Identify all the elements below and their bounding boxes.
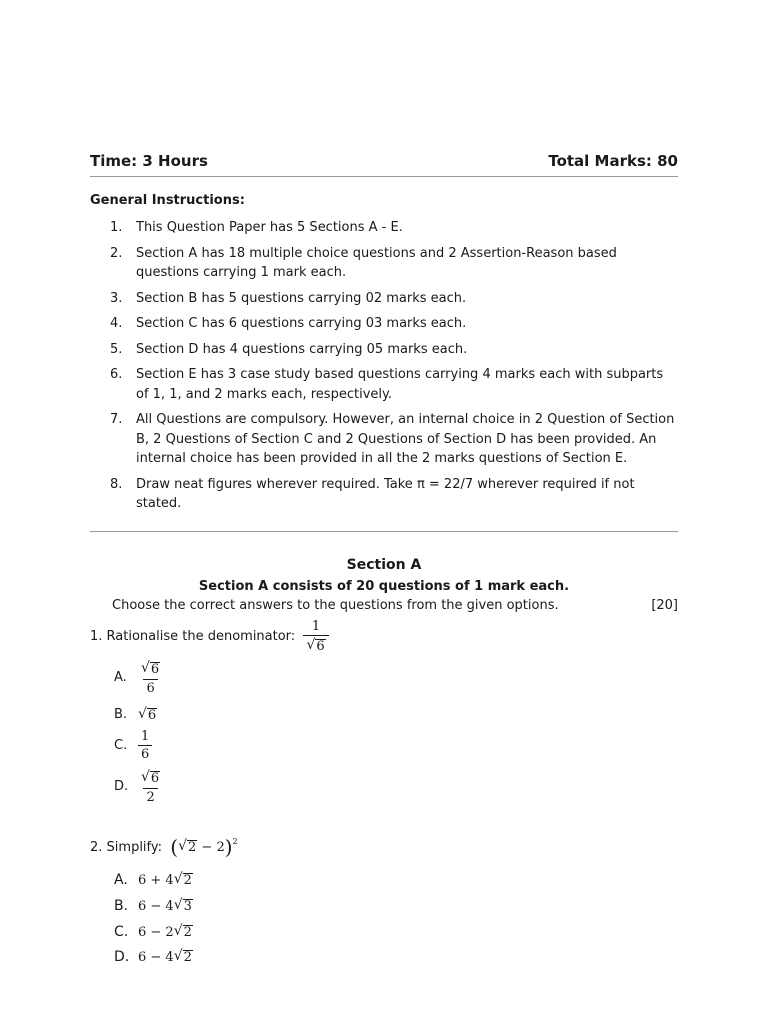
option-label: D. [114,949,130,965]
fraction-numerator [138,770,163,788]
section-a-subtitle: Section A consists of 20 questions of 1 mark each. [198,579,570,594]
instruction-number: 8. [110,476,123,492]
square-root: √ 6 [141,660,160,677]
fraction-denominator: 2 [143,788,157,804]
question-2-option-a[interactable] [114,872,193,888]
fraction-numerator: 1 [141,729,150,744]
instruction-number: 6. [110,367,123,382]
section-a-instruction-row [112,598,678,613]
section-a-instruction: Choose the correct answers to the questions from the given options. [112,598,559,613]
header-divider [90,176,678,177]
question-1-option-a[interactable] [114,661,163,695]
fraction-numerator: 1 [311,619,321,634]
paper-header [90,152,678,176]
question-2-option-d[interactable] [114,949,193,965]
option-prefix: 6 − 4 [138,898,174,914]
question-2-option-b[interactable] [114,898,193,914]
square-root: √ 6 [138,706,157,723]
instruction-item [110,475,676,514]
instruction-text: Section B has 5 questions carrying 02 marks each. [136,290,467,306]
question-2-option-c[interactable] [114,924,193,940]
option-fraction [138,661,163,695]
option-prefix: 6 + 4 [138,872,174,888]
radicand: 2 [183,873,192,889]
instruction-item [110,365,676,404]
expression-rest: − 2 [197,839,225,855]
radicand: 6 [147,708,157,723]
option-prefix: 6 − 4 [138,949,174,965]
question-1-fraction [303,620,328,654]
question-2 [90,835,238,859]
section-a-title: Section A [346,557,422,573]
instruction-text: Section D has 4 questions carrying 05 marks each. [136,341,468,357]
instruction-number: 3. [110,290,123,306]
radicand: 6 [316,639,325,654]
fraction-denominator: 6 [138,745,152,761]
radicand: 2 [183,950,192,966]
option-label: D. [114,779,129,795]
option-label: B. [114,898,129,914]
exam-page [90,0,678,1024]
instruction-item [110,340,676,360]
question-1 [90,620,329,654]
instruction-item [110,289,676,309]
radicand: 6 [150,662,160,677]
instructions-list [110,218,676,520]
question-1-text: 1. Rationalise the denominator: [90,629,296,645]
question-2-text: 2. Simplify: [90,839,163,855]
option-fraction [138,730,152,761]
instruction-text: Draw neat figures wherever required. Take π = 22/7 wherever required if not stated. [136,476,635,511]
option-fraction [138,770,163,804]
close-paren: ) [224,835,233,859]
question-1-option-b[interactable] [114,707,157,723]
option-label: A. [114,872,128,888]
option-label: A. [114,670,127,686]
option-label: C. [114,924,129,940]
instruction-number: 2. [110,245,123,261]
radicand: 2 [188,840,197,856]
open-paren: ( [170,835,179,859]
instruction-text: Section E has 3 case study based questions carrying 4 marks each with subparts of 1, 1, and 2 marks each, respectively. [136,367,664,402]
instructions-divider [90,531,678,532]
instruction-item [110,314,676,334]
fraction-numerator [138,661,163,679]
instruction-number: 5. [110,341,123,357]
radicand: 2 [183,925,192,941]
option-prefix: 6 − 2 [138,924,174,940]
instruction-number: 7. [110,412,123,427]
option-label: B. [114,707,128,723]
instruction-text: Section A has 18 multiple choice questions and 2 Assertion-Reason based questions carrying 1 mark each. [136,245,617,280]
square-root: √ 6 [141,769,160,786]
square-root: √ 6 [306,637,325,654]
instruction-text: Section C has 6 questions carrying 03 marks each. [136,316,467,331]
question-1-option-c[interactable] [114,730,152,761]
radicand: 3 [183,899,192,915]
radicand: 6 [150,771,160,786]
option-label: C. [114,738,128,753]
instruction-item [110,410,676,469]
instruction-text: All Questions are compulsory. However, an internal choice in 2 Question of Section B, 2 Questions of Section C and 2 Questions of Section D has been provided. An internal choice has been provided in all the 2 marks questions of Section E. [136,412,675,466]
square-root: √ 2 [173,923,192,941]
square-root: √ 2 [173,948,192,966]
section-a-marks: [20] [651,598,678,613]
square-root: √ 3 [173,897,192,915]
instruction-item [110,244,676,283]
general-instructions-title: General Instructions: [90,193,245,208]
instruction-number: 4. [110,316,123,331]
instruction-item [110,218,676,238]
fraction-denominator [303,635,328,654]
time-label: Time: 3 Hours [90,152,208,170]
question-2-expression [170,835,237,859]
square-root: √ 2 [173,871,192,889]
fraction-denominator: 6 [143,679,157,695]
instruction-text: This Question Paper has 5 Sections A - E. [136,220,403,235]
instruction-number: 1. [110,220,123,235]
question-1-option-d[interactable] [114,770,163,804]
square-root: √ 2 [178,838,197,856]
exponent: 2 [232,836,238,846]
total-marks-label: Total Marks: 80 [548,152,678,170]
